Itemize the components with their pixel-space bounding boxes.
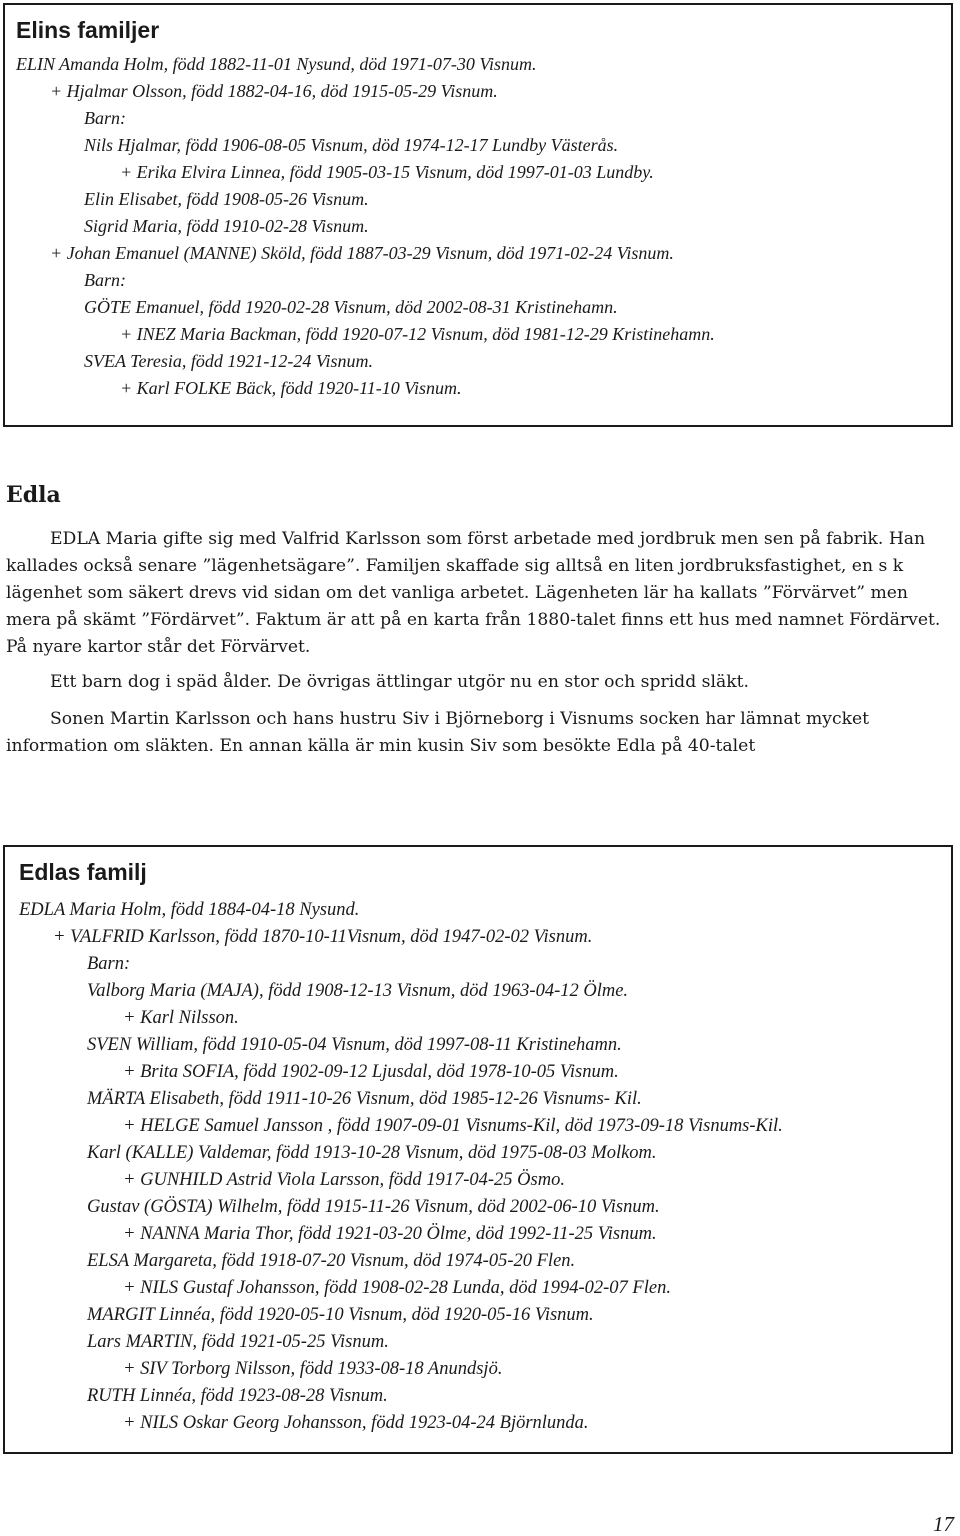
family-line: + NANNA Maria Thor, född 1921-03-20 Ölme, död 1992-11-25 Visnum. <box>123 1224 657 1244</box>
family-line: RUTH Linnéa, född 1923-08-28 Visnum. <box>87 1386 388 1406</box>
edla-section <box>6 480 952 760</box>
edla-paragraph-2 <box>6 669 952 696</box>
family-line: Elin Elisabet, född 1908-05-26 Visnum. <box>84 189 369 209</box>
family-line: + INEZ Maria Backman, född 1920-07-12 Visnum, död 1981-12-29 Kristinehamn. <box>120 324 715 344</box>
edlas-familj-list <box>19 897 951 1437</box>
family-line: ELSA Margareta, född 1918-07-20 Visnum, död 1974-05-20 Flen. <box>87 1251 576 1271</box>
family-line: + NILS Oskar Georg Johansson, född 1923-04-24 Björnlunda. <box>123 1413 589 1433</box>
family-line: Sigrid Maria, född 1910-02-28 Visnum. <box>84 216 369 236</box>
family-line: ELIN Amanda Holm, född 1882-11-01 Nysund, död 1971-07-30 Visnum. <box>16 54 537 74</box>
edla-heading: Edla <box>6 482 61 508</box>
edla-paragraph-3-text: Sonen Martin Karlsson och hans hustru Siv i Björneborg i Visnums socken har lämnat mycket information om släkten. En annan källa är min kusin Siv som besökte Edla på 40-talet <box>6 709 870 756</box>
family-line: SVEN William, född 1910-05-04 Visnum, död 1997-08-11 Kristinehamn. <box>87 1035 622 1055</box>
family-line: + NILS Gustaf Johansson, född 1908-02-28 Lunda, död 1994-02-07 Flen. <box>123 1278 671 1298</box>
family-line: + GUNHILD Astrid Viola Larsson, född 1917-04-25 Ösmo. <box>123 1170 565 1190</box>
family-line: + Karl Nilsson. <box>123 1008 239 1028</box>
elins-familjer-title: Elins familjer <box>16 17 160 43</box>
family-line: + HELGE Samuel Jansson , född 1907-09-01 Visnums-Kil, död 1973-09-18 Visnums-Kil. <box>123 1116 783 1136</box>
edla-paragraph-3 <box>6 706 952 760</box>
edlas-familj-title: Edlas familj <box>19 859 147 885</box>
family-line: Barn: <box>84 270 126 290</box>
family-line: SVEA Teresia, född 1921-12-24 Visnum. <box>84 351 373 371</box>
family-line: Gustav (GÖSTA) Wilhelm, född 1915-11-26 Visnum, död 2002-06-10 Visnum. <box>87 1197 660 1217</box>
edlas-familj-box <box>3 845 953 1454</box>
edla-paragraph-1 <box>6 526 952 661</box>
family-line: Nils Hjalmar, född 1906-08-05 Visnum, död 1974-12-17 Lundby Västerås. <box>84 135 619 155</box>
family-line: + SIV Torborg Nilsson, född 1933-08-18 Anundsjö. <box>123 1359 503 1379</box>
family-line: + Erika Elvira Linnea, född 1905-03-15 Visnum, död 1997-01-03 Lundby. <box>120 162 654 182</box>
family-line: Valborg Maria (MAJA), född 1908-12-13 Visnum, död 1963-04-12 Ölme. <box>87 981 629 1001</box>
family-line: + Hjalmar Olsson, född 1882-04-16, död 1915-05-29 Visnum. <box>50 81 498 101</box>
page-number: 17 <box>933 1512 954 1536</box>
family-line: EDLA Maria Holm, född 1884-04-18 Nysund. <box>19 900 360 920</box>
family-line: Karl (KALLE) Valdemar, född 1913-10-28 Visnum, död 1975-08-03 Molkom. <box>87 1143 657 1163</box>
family-line: Barn: <box>87 954 131 974</box>
family-line: + Karl FOLKE Bäck, född 1920-11-10 Visnum. <box>120 378 462 398</box>
edla-paragraph-1-text: EDLA Maria gifte sig med Valfrid Karlsson som först arbetade med jordbruk men sen på fabrik. Han kallades också senare ”lägenhetsägare”. Familjen skaffade sig alltså en liten jordbruksfastighet, en s k lägenhet som säkert drevs vid sidan om det vanliga arbetet. Lägenheten lär ha kallats ”Förvärvet” men mera på skämt ”Fördärvet”. Faktum är att på en karta från 1880-talet finns ett hus med namnet Fördärvet. På nyare kartor står det Förvärvet. <box>6 529 941 657</box>
elins-familjer-box <box>3 3 953 427</box>
elins-familjer-list <box>16 51 951 402</box>
family-line: MÄRTA Elisabeth, född 1911-10-26 Visnum, död 1985-12-26 Visnums- Kil. <box>87 1089 642 1109</box>
family-line: + Johan Emanuel (MANNE) Sköld, född 1887-03-29 Visnum, död 1971-02-24 Visnum. <box>50 243 674 263</box>
family-line: Lars MARTIN, född 1921-05-25 Visnum. <box>87 1332 389 1352</box>
family-line: + Brita SOFIA, född 1902-09-12 Ljusdal, död 1978-10-05 Visnum. <box>123 1062 619 1082</box>
family-line: GÖTE Emanuel, född 1920-02-28 Visnum, död 2002-08-31 Kristinehamn. <box>84 297 618 317</box>
edla-paragraph-2-text: Ett barn dog i späd ålder. De övrigas ättlingar utgör nu en stor och spridd släkt. <box>50 672 750 692</box>
family-line: MARGIT Linnéa, född 1920-05-10 Visnum, död 1920-05-16 Visnum. <box>87 1305 594 1325</box>
family-line: Barn: <box>84 108 126 128</box>
family-line: + VALFRID Karlsson, född 1870-10-11Visnum, död 1947-02-02 Visnum. <box>53 927 593 947</box>
